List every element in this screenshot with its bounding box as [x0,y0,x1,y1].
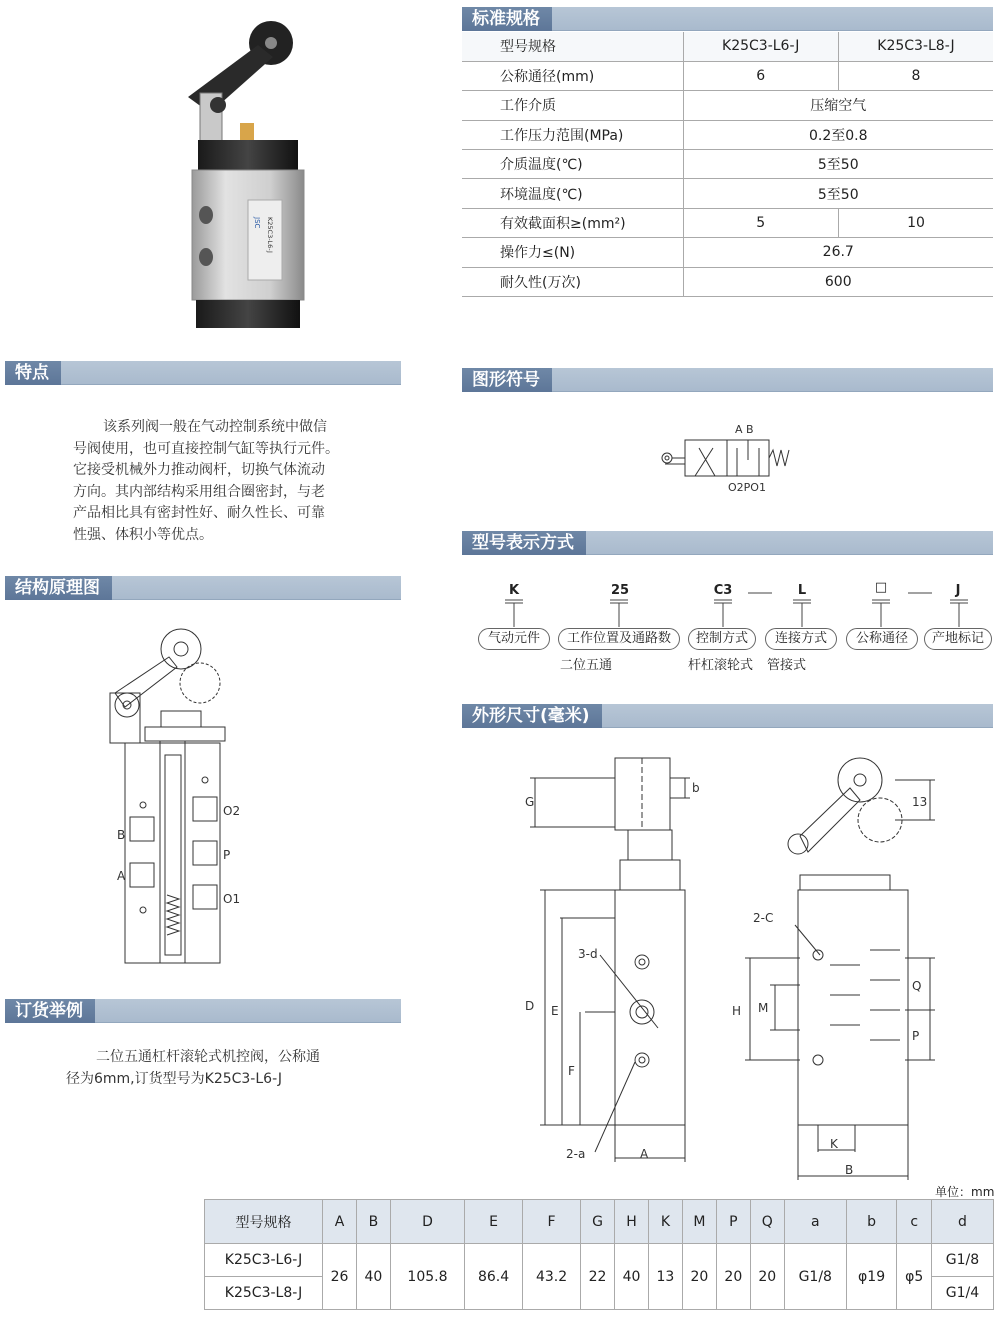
dim-value: 20 [716,1244,750,1310]
dimension-drawing [500,740,990,1180]
dim-header: P [716,1200,750,1244]
model-label: K25C3-L6-J [266,217,274,253]
dim-label-13: 13 [912,795,928,809]
dim-value: 86.4 [465,1244,523,1310]
product-photo [178,5,343,335]
dim-label-b: b [692,781,700,795]
spec-row [462,238,993,267]
section-title: 标准规格 [462,7,552,31]
dim-model: K25C3-L6-J [205,1244,323,1277]
dim-header: A [323,1200,357,1244]
dim-value: 20 [750,1244,784,1310]
dim-value: G1/8 [784,1244,846,1310]
spec-label: 工作介质 [462,91,683,120]
dim-header: B [356,1200,390,1244]
code-k: K [508,583,520,598]
code-j: J [955,583,961,598]
dim-header: a [784,1200,846,1244]
spec-value: 5至50 [683,179,993,208]
text-line: 径为6mm,订货型号为K25C3-L6-J [66,1070,283,1087]
dim-header: E [465,1200,523,1244]
spec-value: 5 [683,208,838,237]
section-title: 结构原理图 [5,576,112,600]
spec-label: 公称通径(mm) [462,61,683,90]
dim-label-k: K [830,1137,838,1151]
spec-row [462,208,993,237]
spec-value: 26.7 [683,238,993,267]
dim-header: b [846,1200,897,1244]
code-connectors [460,590,995,630]
dim-label-2c: 2-C [753,911,774,925]
section-header-features [5,361,401,385]
dim-label-bb: B [845,1163,854,1177]
dim-label-m: M [758,1001,769,1015]
dim-header: Q [750,1200,784,1244]
dim-label-g: G [525,795,535,809]
spec-label: 环境温度(℃) [462,179,683,208]
unit-label: 单位：mm [935,1185,995,1199]
order-text [66,1047,366,1090]
dim-label-2a: 2-a [566,1147,586,1161]
spec-header-model: K25C3-L8-J [838,32,993,61]
text-line: 性强、体积小等优点。 [73,526,213,543]
dimension-table [204,1199,994,1310]
text-line: 产品相比具有密封性好、耐久性长、可靠 [73,505,325,521]
dim-value: 13 [648,1244,682,1310]
structure-diagram [105,615,265,970]
graphic-symbol [655,420,805,500]
section-header-order [5,999,401,1023]
symbol-label-ports: O2PO1 [728,481,766,494]
pill-control: 控制方式 [688,628,756,650]
dim-header: D [390,1200,464,1244]
dim-value: 26 [323,1244,357,1310]
text-line: 该系列阀一般在气动控制系统中做信 [103,419,327,435]
spec-label: 有效截面积≥(mm²) [462,208,683,237]
spec-row [462,91,993,120]
section-title: 外形尺寸(毫米) [462,704,602,728]
dim-label-e: E [551,1004,559,1018]
dim-value: 22 [581,1244,615,1310]
spec-value: 5至50 [683,150,993,179]
note-positions: 二位五通 [560,658,613,673]
dim-value: 105.8 [390,1244,464,1310]
section-title: 型号表示方式 [462,531,586,555]
text-line: 号阀使用，也可直接控制气缸等执行元件。 [73,440,339,457]
spec-header-model: K25C3-L6-J [683,32,838,61]
spec-table [462,32,993,297]
dim-header: 型号规格 [205,1200,323,1244]
dim-header: K [648,1200,682,1244]
dim-value: φ19 [846,1244,897,1310]
spec-row [462,61,993,90]
port-label-b: B [117,828,126,842]
spec-label: 介质温度(℃) [462,150,683,179]
note-control: 杆杠滚轮式 [688,658,754,673]
pill-origin: 产地标记 [924,628,992,650]
dim-label-f: F [568,1064,575,1078]
spec-value: 600 [683,267,993,296]
dim-header: F [523,1200,581,1244]
symbol-label-ab: A B [735,423,754,436]
note-connection: 管接式 [767,658,807,673]
spec-label: 耐久性(万次) [462,267,683,296]
section-header-structure [5,576,401,600]
section-header-standard [462,7,993,31]
port-label-a: A [117,869,126,883]
spec-row [462,120,993,149]
code-l: L [797,583,807,598]
dim-value-d: G1/4 [931,1277,993,1310]
dim-header: G [581,1200,615,1244]
section-header-model [462,531,993,555]
pill-diameter: 公称通径 [846,628,918,650]
pill-connection: 连接方式 [765,628,837,650]
code-c3: C3 [713,583,733,598]
spec-header-row [462,32,993,61]
dim-label-d: D [525,999,535,1013]
dim-value: 20 [682,1244,716,1310]
dim-value: 40 [356,1244,390,1310]
dim-value: φ5 [897,1244,932,1310]
dim-value: 43.2 [523,1244,581,1310]
spec-header-label: 型号规格 [462,32,683,61]
brand-label: JSC [253,217,261,229]
dim-header-row [205,1200,994,1244]
dim-label-h: H [732,1004,742,1018]
pill-positions: 工作位置及通路数 [558,628,680,650]
dim-row [205,1244,994,1277]
spec-row [462,179,993,208]
code-box: □ [874,580,888,595]
dim-label-a: A [640,1147,649,1161]
section-title: 特点 [5,361,61,385]
dim-model: K25C3-L8-J [205,1277,323,1310]
section-header-symbol [462,368,993,392]
dim-header: c [897,1200,932,1244]
features-text [73,417,373,546]
text-line: 它接受机械外力推动阀杆，切换气体流动 [73,462,325,478]
spec-label: 工作压力范围(MPa) [462,120,683,149]
dim-label-3d: 3-d [578,947,598,961]
dim-value: 40 [615,1244,649,1310]
section-title: 图形符号 [462,368,552,392]
port-label-o2: O2 [223,804,241,818]
spec-value: 0.2至0.8 [683,120,993,149]
spec-row [462,267,993,296]
dim-header: H [615,1200,649,1244]
dim-label-q: Q [912,979,922,993]
section-header-dimensions [462,704,993,728]
port-label-p: P [223,848,231,862]
spec-label: 操作力≤(N) [462,238,683,267]
spec-value: 10 [838,208,993,237]
spec-row [462,150,993,179]
text-line: 二位五通杠杆滚轮式机控阀，公称通 [96,1049,320,1065]
section-title: 订货举例 [5,999,95,1023]
dim-header: d [931,1200,993,1244]
dim-header: M [682,1200,716,1244]
port-label-o1: O1 [223,892,241,906]
spec-value: 6 [683,61,838,90]
dim-value-d: G1/8 [931,1244,993,1277]
spec-value: 压缩空气 [683,91,993,120]
dim-label-p: P [912,1029,920,1043]
pill-pneumatic: 气动元件 [478,628,550,650]
spec-value: 8 [838,61,993,90]
text-line: 方向。其内部结构采用组合圈密封，与老 [73,483,325,500]
code-25: 25 [610,583,630,598]
